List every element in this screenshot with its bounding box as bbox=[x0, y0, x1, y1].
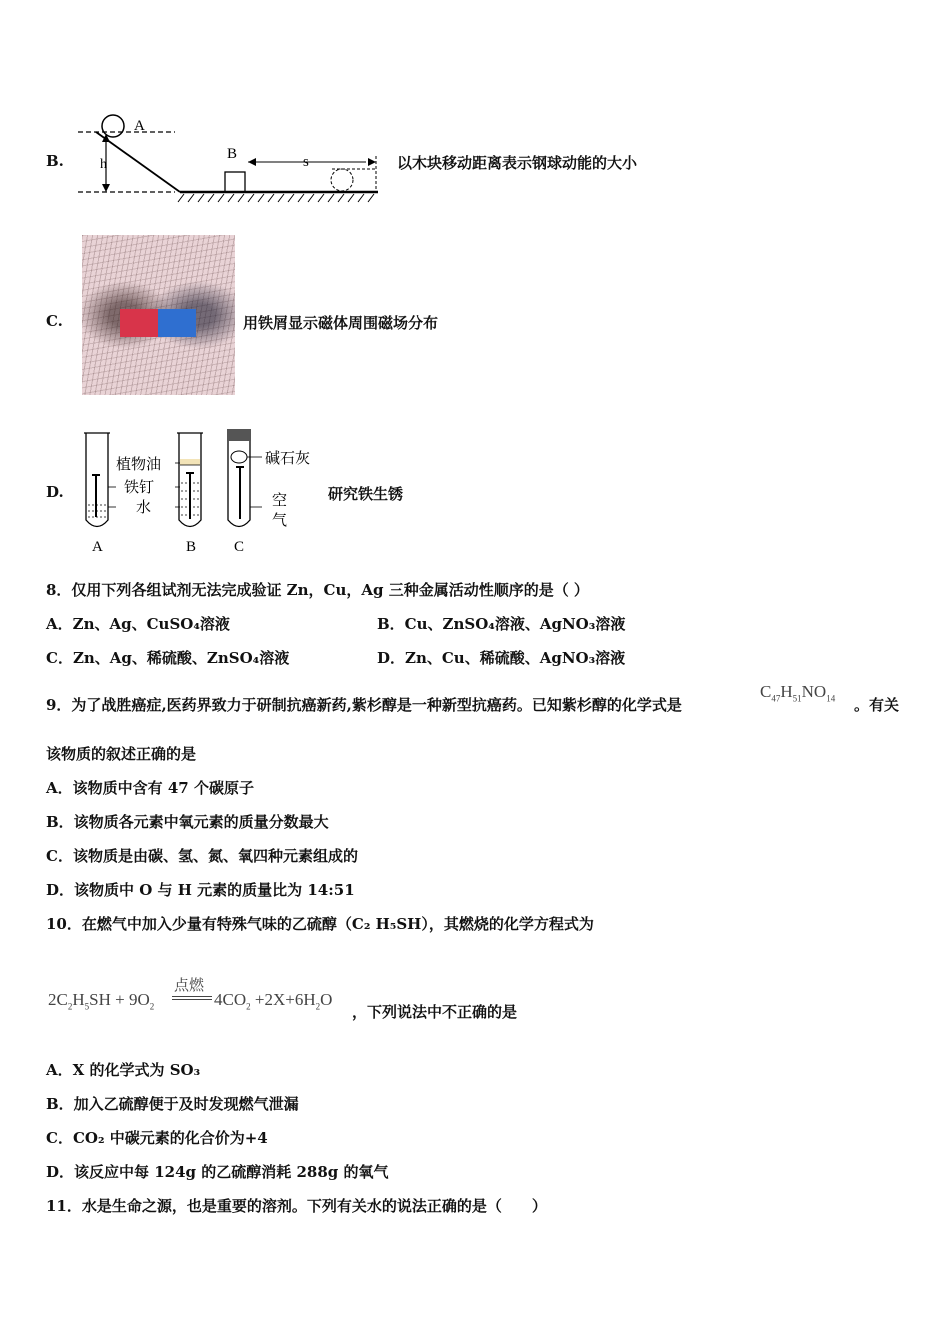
option-c-letter: C. bbox=[46, 312, 63, 330]
q8-option-a: A．Zn、Ag、CuSO₄溶液 bbox=[46, 615, 230, 633]
label-air-1: 空 bbox=[272, 491, 288, 509]
label-oil: 植物油 bbox=[116, 455, 162, 473]
q8-option-d: D．Zn、Cu、稀硫酸、AgNO₃溶液 bbox=[377, 649, 626, 667]
magnet-north-pole bbox=[120, 309, 158, 337]
q10-equation-suffix: ，下列说法中不正确的是 bbox=[352, 1003, 518, 1021]
label-soda-lime: 碱石灰 bbox=[265, 449, 311, 467]
q9-stem-part1: 9．为了战胜癌症,医药界致力于研制抗癌新药,紫杉醇是一种新型抗癌药。已知紫杉醇的化学式是 bbox=[46, 696, 682, 714]
q9-option-d: D．该物质中 O 与 H 元素的质量比为 14:51 bbox=[46, 881, 355, 899]
label-water: 水 bbox=[136, 498, 152, 516]
q9-formula: $C_{47}H_{51}NO_{14}$ bbox=[760, 682, 836, 704]
fig-label-b: B bbox=[227, 146, 238, 162]
q10-option-c: C．CO₂ 中碳元素的化合价为+4 bbox=[46, 1129, 268, 1147]
label-air-2: 气 bbox=[272, 511, 288, 529]
label-nail: 铁钉 bbox=[124, 478, 155, 496]
label-tube-c: C bbox=[234, 539, 245, 555]
q8-stem: 8．仅用下列各组试剂无法完成验证 Zn，Cu，Ag 三种金属活动性顺序的是（ ） bbox=[46, 581, 589, 599]
fig-label-h: h bbox=[100, 157, 107, 172]
q10-option-d: D．该反应中每 124g 的乙硫醇消耗 288g 的氧气 bbox=[46, 1163, 389, 1181]
q9-stem-line2: 该物质的叙述正确的是 bbox=[46, 745, 197, 763]
fig-label-a: A bbox=[134, 118, 145, 134]
iron-filings-magnet-image bbox=[82, 235, 235, 395]
option-b-text: 以木块移动距离表示钢球动能的大小 bbox=[397, 154, 638, 172]
q10-equation-right: $4CO_2 +2X+6H_2O$ bbox=[214, 990, 333, 1012]
q11-stem: 11．水是生命之源，也是重要的溶剂。下列有关水的说法正确的是（ ） bbox=[46, 1197, 547, 1215]
q9-option-b: B．该物质各元素中氧元素的质量分数最大 bbox=[46, 813, 329, 831]
q8-option-b: B．Cu、ZnSO₄溶液、AgNO₃溶液 bbox=[377, 615, 626, 633]
fig-label-s: s bbox=[303, 154, 309, 170]
q8-option-c: C．Zn、Ag、稀硫酸、ZnSO₄溶液 bbox=[46, 649, 290, 667]
q10-stem: 10．在燃气中加入少量有特殊气味的乙硫醇（C₂ H₅SH），其燃烧的化学方程式为 bbox=[46, 915, 594, 933]
option-b-letter: B. bbox=[46, 152, 64, 170]
q10-equals-top bbox=[172, 996, 212, 997]
kinetic-energy-figure bbox=[70, 112, 390, 212]
q10-equation-left: $2C_2H_5SH + 9O_2$ bbox=[48, 990, 155, 1012]
magnet-south-pole bbox=[158, 309, 196, 337]
q10-option-a: A．X 的化学式为 SO₃ bbox=[46, 1061, 201, 1079]
q10-condition: 点燃 bbox=[174, 976, 205, 994]
q9-stem-part2: 。有关 bbox=[854, 696, 900, 714]
option-d-letter: D. bbox=[46, 483, 64, 501]
iron-rust-experiment-figure bbox=[80, 425, 320, 560]
label-tube-b: B bbox=[186, 539, 197, 555]
q9-option-a: A．该物质中含有 47 个碳原子 bbox=[46, 779, 254, 797]
q10-option-b: B．加入乙硫醇便于及时发现燃气泄漏 bbox=[46, 1095, 299, 1113]
q9-option-c: C．该物质是由碳、氢、氮、氧四种元素组成的 bbox=[46, 847, 358, 865]
option-d-text: 研究铁生锈 bbox=[328, 485, 404, 503]
label-tube-a: A bbox=[92, 539, 103, 555]
option-c-text: 用铁屑显示磁体周围磁场分布 bbox=[243, 314, 439, 332]
q10-equals-bottom bbox=[172, 999, 212, 1000]
